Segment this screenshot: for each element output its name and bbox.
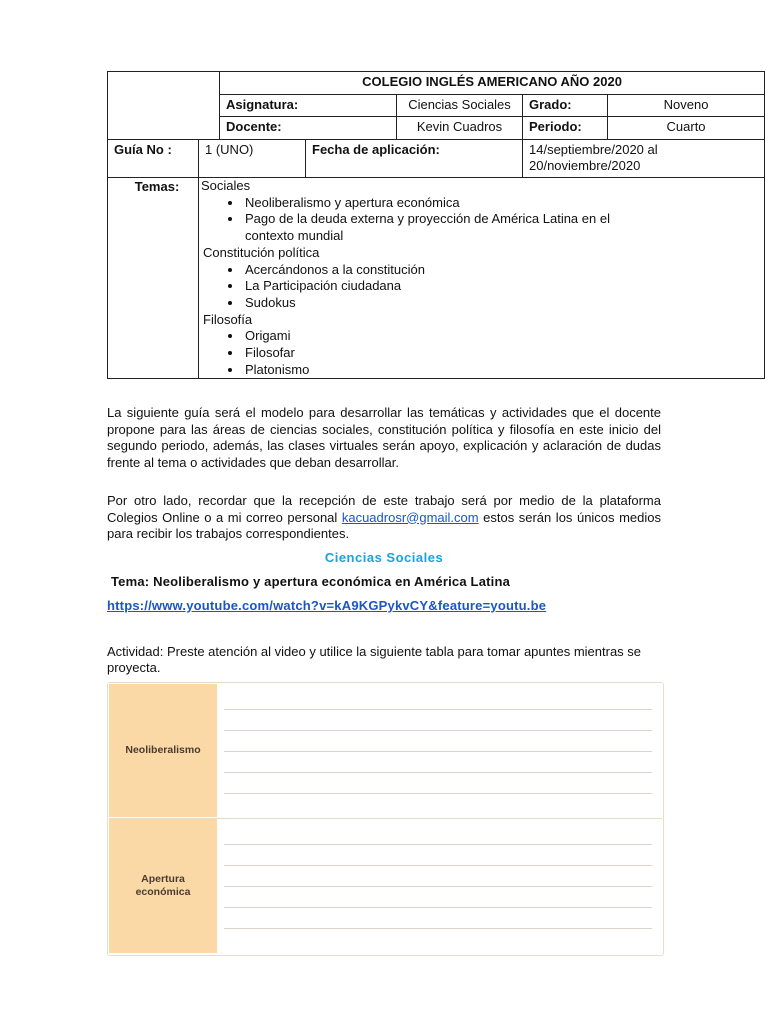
temas-label: Temas:: [108, 178, 199, 379]
email-link[interactable]: kacuadrosr@gmail.com: [341, 509, 479, 525]
guia-label: Guía No :: [108, 140, 199, 178]
list-item: • Pago de la deuda externa y proyección de América Latina en el: [243, 211, 760, 228]
row-label-apertura: Apertura económica: [109, 819, 217, 953]
writing-line: [224, 709, 652, 710]
row-label-neoliberalismo: Neoliberalismo: [109, 684, 217, 817]
header-table: [107, 71, 765, 379]
grado-value: Noveno: [608, 95, 765, 117]
list-item: • Sudokus: [243, 295, 760, 312]
list-item: • La Participación ciudadana: [243, 278, 760, 295]
docente-value: Kevin Cuadros: [397, 117, 523, 140]
row-divider: [109, 818, 662, 819]
writing-line: [224, 886, 652, 887]
video-link[interactable]: https://www.youtube.com/watch?v=kA9KGPykvCY&feature=youtu.be: [107, 598, 547, 613]
writing-line: [224, 772, 652, 773]
tema-heading: Tema: Neoliberalismo y apertura económica en América Latina: [111, 574, 511, 589]
list-item: • Filosofar: [243, 345, 760, 362]
activity-instructions: Actividad: Preste atención al video y utilice la siguiente tabla para tomar apuntes mientras se proyecta.: [107, 644, 642, 675]
periodo-value: Cuarto: [608, 117, 765, 140]
temas-list: [199, 178, 765, 379]
section-title: Ciencias Sociales: [324, 550, 444, 565]
list-item: • Acercándonos a la constitución: [243, 262, 760, 279]
writing-line: [224, 865, 652, 866]
intro-paragraph: La siguiente guía será el modelo para desarrollar las temáticas y actividades que el docente propone para las áreas de ciencias sociales, constitución política y filosofía en este inicio del segundo periodo, además, las clases virtuales serán apoyo, explicación y aclaración de dudas frente al tema o actividades que deban desarrollar.: [107, 405, 661, 470]
periodo-label: Periodo:: [523, 117, 608, 140]
writing-line: [224, 730, 652, 731]
writing-line: [224, 907, 652, 908]
school-title: COLEGIO INGLÉS AMERICANO AÑO 2020: [220, 72, 765, 95]
fecha-label: Fecha de aplicación:: [306, 140, 523, 178]
docente-label: Docente:: [220, 117, 397, 140]
writing-line: [224, 928, 652, 929]
asignatura-value: Ciencias Sociales: [397, 95, 523, 117]
list-item: • Platonismo: [243, 362, 760, 379]
temas-section-constitucion: Constitución política: [203, 244, 320, 260]
writing-line: [224, 844, 652, 845]
temas-section-filosofia: Filosofía: [203, 311, 253, 327]
asignatura-label: Asignatura:: [220, 95, 397, 117]
contact-paragraph: Por otro lado, recordar que la recepción de este trabajo será por medio de la plataforma Colegios Online o a mi correo personal kacuadrosr@gmail.com estos serán los únicos medios para recibir los trabajos correspondientes.: [107, 493, 661, 541]
writing-line: [224, 751, 652, 752]
list-item-continued: contexto mundial: [245, 228, 344, 244]
list-item: • Neoliberalismo y apertura económica: [243, 195, 760, 212]
logo-cell: [108, 72, 220, 140]
writing-line: [224, 793, 652, 794]
temas-section-sociales: Sociales: [201, 178, 251, 193]
fecha-value: 14/septiembre/2020 al 20/noviembre/2020: [523, 140, 765, 178]
list-item: • Origami: [243, 328, 760, 345]
grado-label: Grado:: [523, 95, 608, 117]
guia-value: 1 (UNO): [199, 140, 306, 178]
notes-table: [107, 682, 664, 956]
